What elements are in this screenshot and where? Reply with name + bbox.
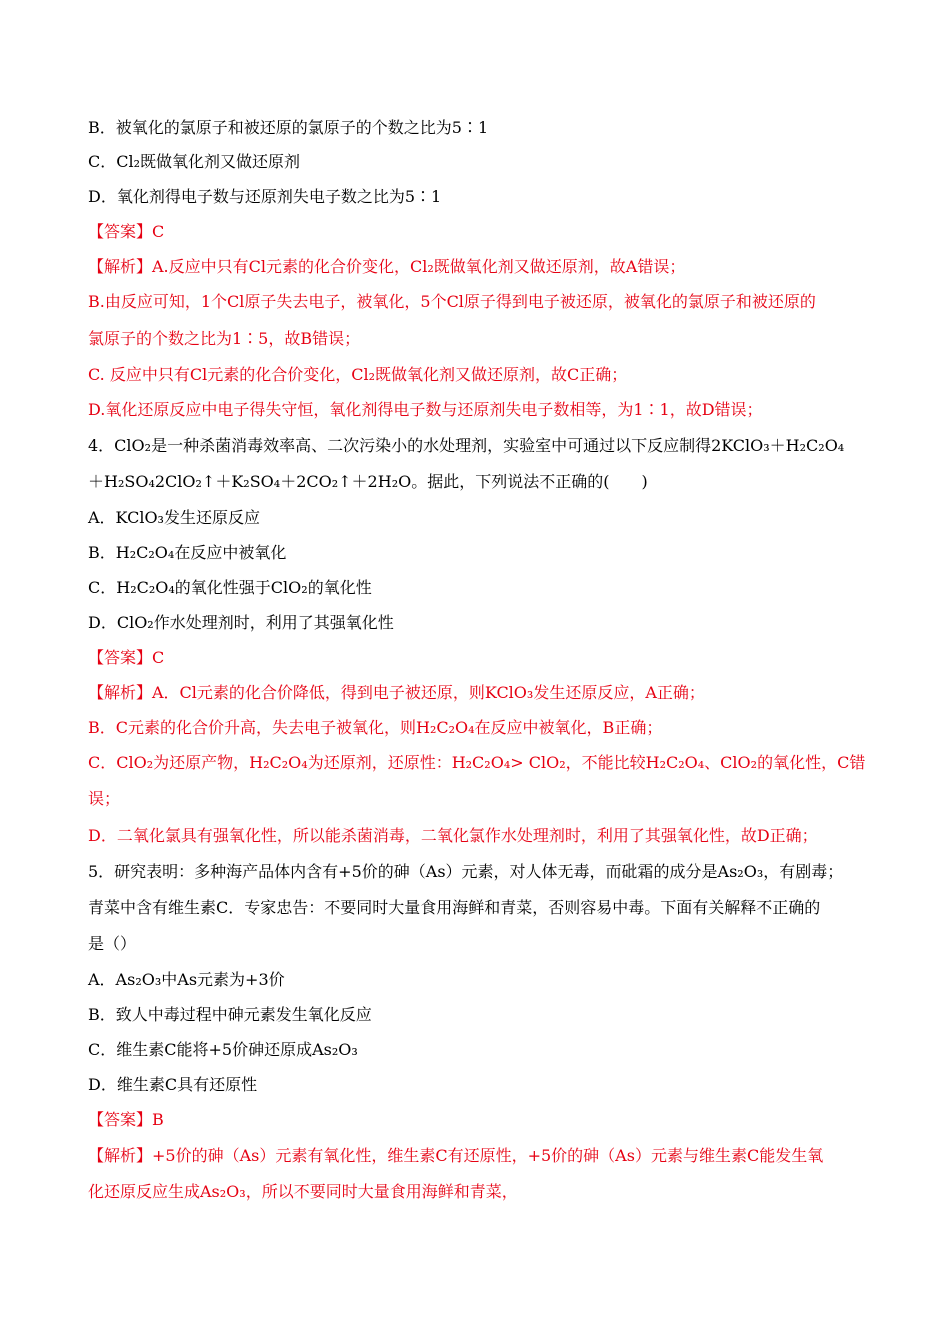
q4-option-d: D．ClO₂作水处理剂时，利用了其强氧化性 [88, 613, 394, 632]
q4-stem-line-2: ＋H₂SO₄2ClO₂↑＋K₂SO₄＋2CO₂↑＋2H₂O。据此，下列说法不正确的( ) [88, 472, 648, 491]
q5-stem-line-2: 青菜中含有维生素C．专家忠告：不要同时大量食用海鲜和青菜，否则容易中毒。下面有关解释不正确的 [88, 898, 821, 917]
q3-option-b: B．被氧化的氯原子和被还原的氯原子的个数之比为5∶1 [88, 118, 489, 137]
q3-option-c: C．Cl₂既做氧化剂又做还原剂 [88, 152, 301, 171]
q4-option-a: A．KClO₃发生还原反应 [88, 508, 260, 527]
q5-analysis-line-1: 【解析】+5价的砷（As）元素有氧化性，维生素C有还原性，+5价的砷（As）元素与维生素C能发生氧 [88, 1146, 824, 1165]
q3-analysis-line-4: C. 反应中只有Cl元素的化合价变化，Cl₂既做氧化剂又做还原剂，故C正确； [88, 365, 628, 384]
q5-analysis-line-2: 化还原反应生成As₂O₃，所以不要同时大量食用海鲜和青菜， [88, 1182, 518, 1201]
q4-stem-line-1: 4．ClO₂是一种杀菌消毒效率高、二次污染小的水处理剂，实验室中可通过以下反应制得2KClO₃＋H₂C₂O₄ [88, 436, 845, 455]
q5-answer: 【答案】B [88, 1110, 164, 1129]
q3-option-d: D．氧化剂得电子数与还原剂失电子数之比为5∶1 [88, 187, 442, 206]
q5-option-a: A．As₂O₃中As元素为+3价 [88, 970, 285, 989]
q3-analysis-line-1: 【解析】A.反应中只有Cl元素的化合价变化，Cl₂既做氧化剂又做还原剂，故A错误； [88, 257, 686, 276]
q4-analysis-line-1: 【解析】A．Cl元素的化合价降低，得到电子被还原，则KClO₃发生还原反应，A正确； [88, 683, 705, 702]
q5-stem-line-3: 是（） [88, 934, 137, 953]
q5-option-d: D．维生素C具有还原性 [88, 1075, 258, 1094]
q4-option-c: C．H₂C₂O₄的氧化性强于ClO₂的氧化性 [88, 578, 372, 597]
q4-analysis-line-2: B．C元素的化合价升高，失去电子被氧化，则H₂C₂O₄在反应中被氧化，B正确； [88, 718, 663, 737]
q3-answer: 【答案】C [88, 222, 165, 241]
q4-analysis-line-5: D．二氧化氯具有强氧化性，所以能杀菌消毒，二氧化氯作水处理剂时，利用了其强氧化性，故D正确； [88, 826, 818, 845]
q3-analysis-line-5: D.氧化还原反应中电子得失守恒，氧化剂得电子数与还原剂失电子数相等，为1∶1，故D错误； [88, 400, 763, 419]
q5-option-c: C．维生素C能将+5价砷还原成As₂O₃ [88, 1040, 358, 1059]
q4-answer: 【答案】C [88, 648, 165, 667]
q5-option-b: B．致人中毒过程中砷元素发生氧化反应 [88, 1005, 372, 1024]
q5-stem-line-1: 5．研究表明：多种海产品体内含有+5价的砷（As）元素，对人体无毒，而砒霜的成分是As₂O₃，有剧毒； [88, 862, 844, 881]
q4-analysis-line-4: 误； [88, 789, 121, 808]
q4-option-b: B．H₂C₂O₄在反应中被氧化 [88, 543, 287, 562]
q3-analysis-line-2: B.由反应可知，1个Cl原子失去电子，被氧化，5个Cl原子得到电子被还原，被氧化的氯原子和被还原的 [88, 292, 816, 311]
q3-analysis-line-3: 氯原子的个数之比为1∶5，故B错误； [88, 329, 361, 348]
q4-analysis-line-3: C．ClO₂为还原产物，H₂C₂O₄为还原剂，还原性：H₂C₂O₄> ClO₂，不能比较H₂C₂O₄、ClO₂的氧化性，C错 [88, 753, 866, 772]
